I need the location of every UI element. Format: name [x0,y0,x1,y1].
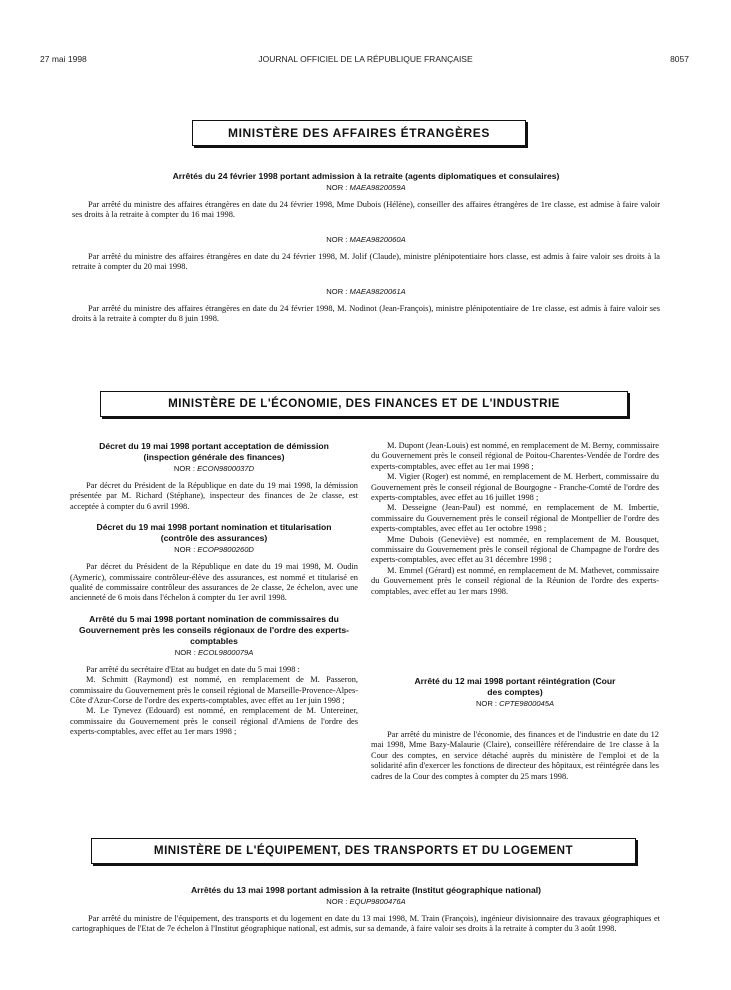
decree-text: M. Vigier (Roger) est nommé, en remplacement de M. Herbert, commissaire du Gouvernement près le conseil régional de Bourgogne - Franche-Comté de l'ordre des experts-comptables, avec effet au 16 juillet 1998 ; [371,472,659,503]
header-date: 27 mai 1998 [40,54,87,64]
decree-text: M. Emmel (Gérard) est nommé, en remplacement de M. Mathevet, commissaire du Gouvernement près le conseil régional de la Réunion de l'ordre des experts-comptables, avec effet au 1er mars 1998. [371,565,659,596]
page-number: 8057 [670,54,689,64]
decree-title: Décret du 19 mai 1998 portant nomination et titularisation (contrôle des assurances) [96,522,332,544]
nor-reference: NOR : CPTE9800045A [475,699,555,708]
decree-title: Arrêté du 12 mai 1998 portant réintégration (Cour des comptes) [414,676,616,697]
decree-text: M. Desseigne (Jean-Paul) est nommé, en remplacement de M. Imbertie, commissaire du Gouvernement près le conseil régional de Montpellier de l'ordre des experts-comptables, avec effet au 1er octobre 1998 ; [371,503,659,534]
right-column-decree [371,676,659,782]
nor-reference: NOR : MAEA9820060A [326,234,406,244]
decree-text: Mme Dubois (Geneviève) est nommée, en remplacement de M. Bousquet, commissaire du Gouvernement près le conseil régional de Champagne de l'ordre des experts-comptables, avec effet au 31 décembre 1998 ; [371,534,659,565]
ministry-heading-economy: MINISTÈRE DE L'ÉCONOMIE, DES FINANCES ET DE L'INDUSTRIE [100,391,628,417]
decree-text: Par arrêté du ministre de l'économie, des finances et de l'industrie en date du 12 mai 1998, Mme Bazy-Malaurie (Claire), conseillère référendaire de 1re classe à la Cour des comptes, en service détaché auprès du ministère de l'emploi et de la solidarité afin d'exercer les fonctions de directeur des hôpitaux, est réintégrée dans les cadres de la Cour des comptes à compter du 25 mars 1998. [371,730,659,781]
decree-text: M. Le Tynevez (Edouard) est nommé, en remplacement de M. Untereiner, commissaire du Gouvernement près le conseil régional d'Amiens de l'ordre des experts-comptables, avec effet au 1er mars 1998 ; [70,706,358,737]
decree-title: Arrêtés du 13 mai 1998 portant admission à la retraite (Institut géographique national) [190,885,542,895]
section-foreign-affairs [72,171,660,324]
ministry-heading-equipment: MINISTÈRE DE L'ÉQUIPEMENT, DES TRANSPORTS ET DU LOGEMENT [91,838,636,864]
section-equipment [72,885,660,935]
decree-text: Par arrêté du ministre des affaires étrangères en date du 24 février 1998, Mme Dubois (Hélène), conseiller des affaires étrangères de 1re classe, est admise à faire valoir ses droits à la retraite à compter du 16 mai 1998. [72,200,660,220]
left-column [70,441,358,738]
journal-title: JOURNAL OFFICIEL DE LA RÉPUBLIQUE FRANÇAISE [258,54,473,64]
decree-title: Arrêté du 5 mai 1998 portant nomination de commissaires du Gouvernement près les conseils régionaux de l'ordre des experts-comptables [79,613,349,646]
decree-text: M. Dupont (Jean-Louis) est nommé, en remplacement de M. Berny, commissaire du Gouvernement près le conseil régional de Poitou-Charentes-Vendée de l'ordre des experts-comptables, avec effet au 1er mai 1998 ; [371,441,659,471]
decree-text: Par décret du Président de la République en date du 19 mai 1998, la démission présentée par M. Richard (Stéphane), inspecteur des finances de 2e classe, est acceptée à compter du 6 avril 1998. [70,481,358,511]
decree-text: M. Schmitt (Raymond) est nommé, en remplacement de M. Passeron, commissaire du Gouvernement près le conseil régional de Marseille-Provence-Alpes-Côte d'Azur-Corse de l'ordre des experts-comptables, avec effet au 1er juin 1998 ; [70,675,358,706]
decree-text: Par arrêté du ministre des affaires étrangères en date du 24 février 1998, M. Nodinot (Jean-François), ministre plénipotentiaire de 1re classe, est admis à faire valoir ses droits à la retraite à compter du 8 juin 1998. [72,303,660,324]
nor-reference: NOR : MAEA9820061A [326,286,406,296]
decree-text: Par décret du Président de la République en date du 19 mai 1998, M. Oudin (Aymeric), commissaire contrôleur-élève des assurances, est nommé et titularisé en qualité de commissaire contrôleur des assurances de 2e classe, 2e échelon, avec une ancienneté de 6 mois dans l'échelon à compter du 1er avril 1998. [70,562,358,603]
nor-reference: NOR : ECOL9800079A [174,647,254,657]
nor-reference: NOR : EQUP9800476A [326,897,406,906]
nor-reference: NOR : ECON9800037D [173,464,255,473]
decree-title: Arrêtés du 24 février 1998 portant admission à la retraite (agents diplomatiques et consulaires) [172,171,560,181]
decree-title: Décret du 19 mai 1998 portant acceptation de démission (inspection générale des finances) [99,441,329,462]
decree-text: Par arrêté du secrétaire d'Etat au budget en date du 5 mai 1998 : [86,664,300,674]
right-column [371,441,659,597]
decree-text: Par arrêté du ministre de l'équipement, des transports et du logement en date du 13 mai 1998, M. Train (François), ingénieur divisionnaire des travaux géographiques et cartographiques de l'Etat de 7e échelon à l'Institut géographique national, est admis, sur sa demande, à faire valoir ses droits à la retraite à compter du 3 août 1998. [72,914,660,934]
nor-reference: NOR : MAEA9820059A [326,183,406,192]
ministry-heading-foreign-affairs: MINISTÈRE DES AFFAIRES ÉTRANGÈRES [192,120,526,146]
decree-text: Par arrêté du ministre des affaires étrangères en date du 24 février 1998, M. Jolif (Claude), ministre plénipotentiaire hors classe, est admis à faire valoir ses droits à la retraite à compter du 20 mai 1998. [72,251,660,272]
nor-reference: NOR : ECOP9800260D [174,545,254,555]
